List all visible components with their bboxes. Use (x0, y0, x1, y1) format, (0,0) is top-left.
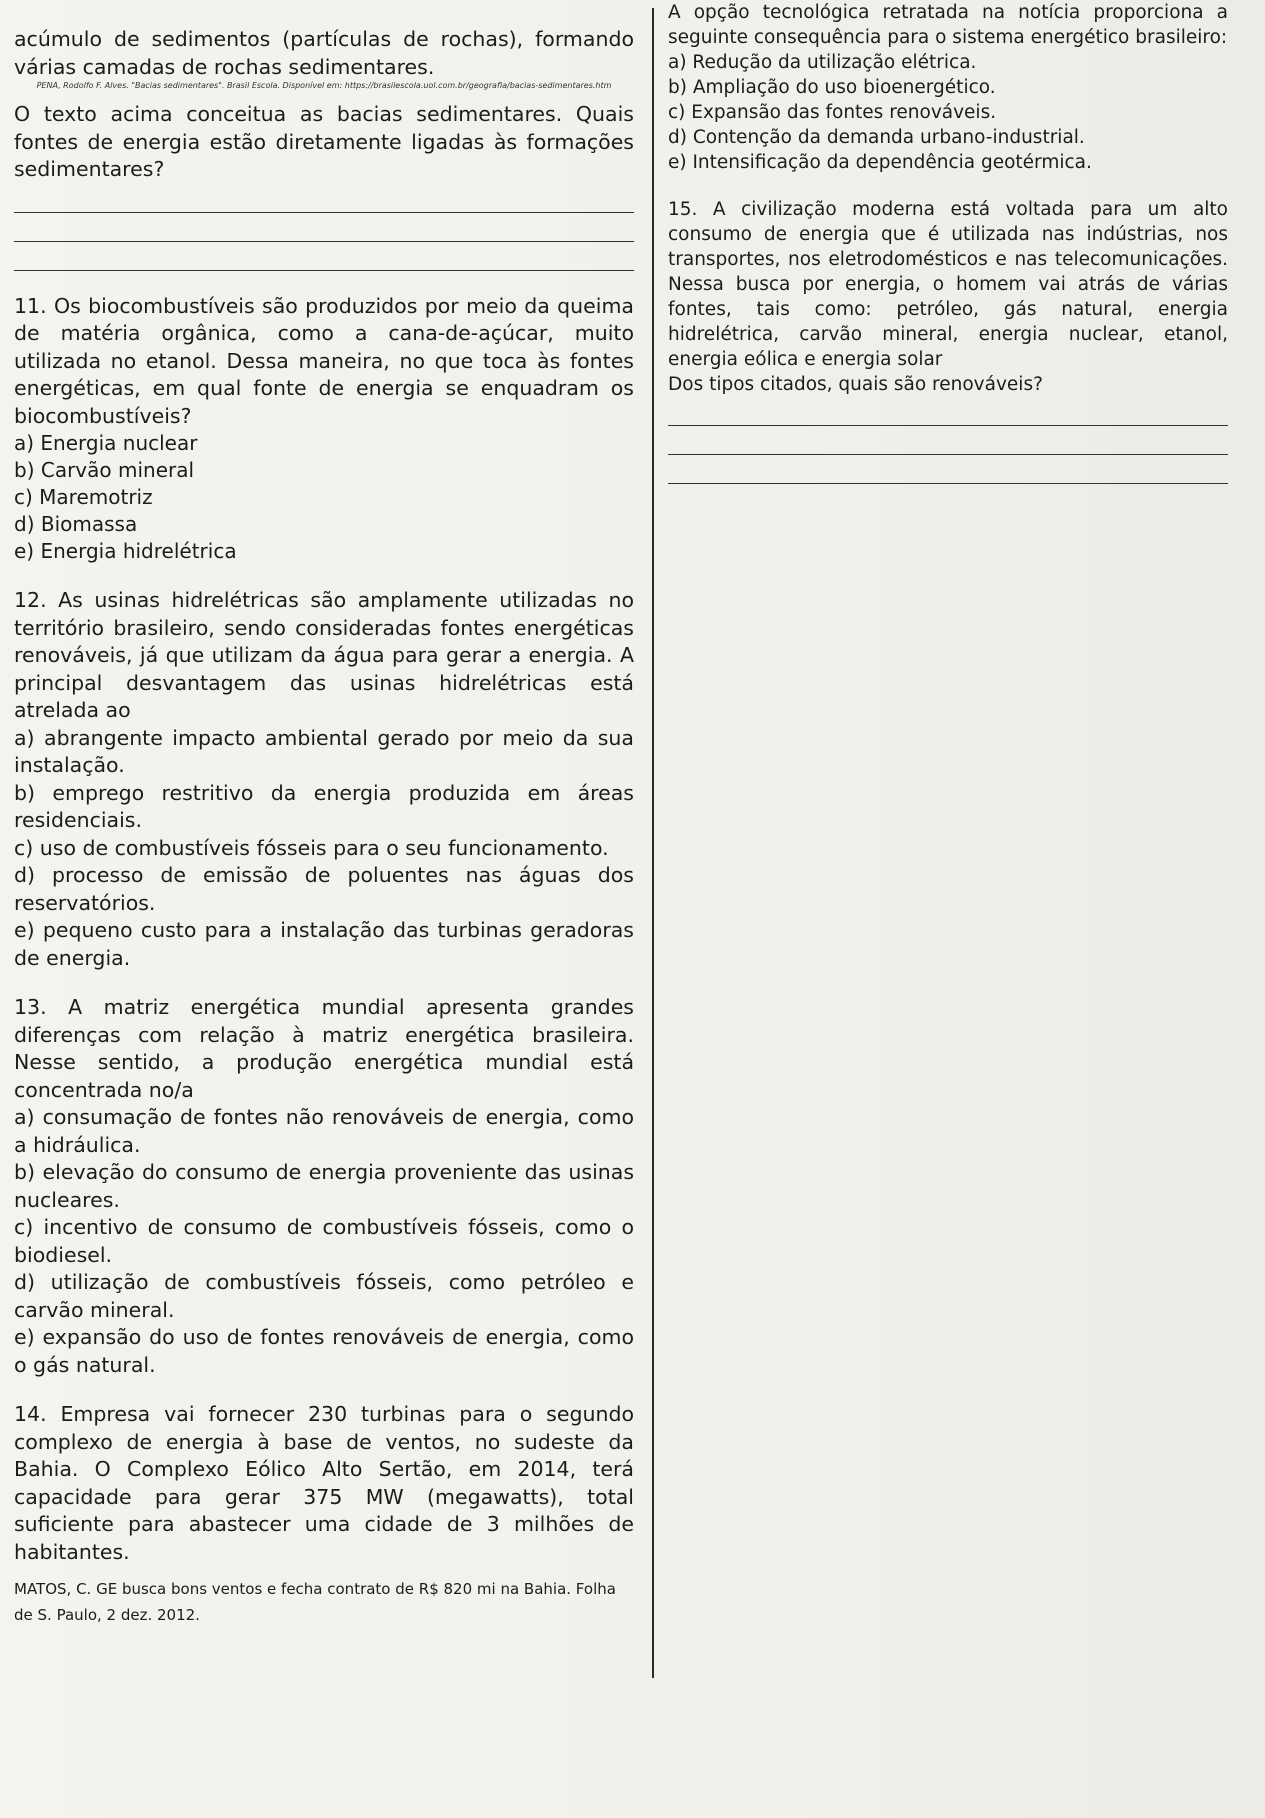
question-14-continuation (668, 0, 1228, 175)
intro-source: PENA, Rodolfo F. Alves. "Bacias sedimentares". Brasil Escola. Disponível em: https://brasilescola.uol.com.br/geografia/bacias-sedimentares.htm (36, 81, 612, 90)
question-text: 14. Empresa vai fornecer 230 turbinas para o segundo complexo de energia à base de ventos, no sudeste da Bahia. O Complexo Eólico Alto Sertão, em 2014, terá capacidade para gerar 375 MW (megawatts), total suficiente para abastecer uma cidade de 3 milhões de habitantes. (14, 1402, 634, 1564)
column-divider (652, 8, 654, 1678)
answer-line[interactable] (14, 213, 634, 242)
option-c[interactable]: c) Maremotriz (14, 485, 153, 509)
answer-line[interactable] (14, 242, 634, 271)
question-11 (14, 293, 634, 566)
option-a[interactable]: a) abrangente impacto ambiental gerado por meio da sua instalação. (14, 725, 634, 777)
question-text: 15. A civilização moderna está voltada para um alto consumo de energia que é utilizada nas indústrias, nos transportes, nos eletrodomésticos e nas telecomunicações. Nessa busca por energia, o homem vai atrás de várias fontes, tais como: petróleo, gás natural, energia hidrelétrica, carvão mineral, energia nuclear, etanol, energia eólica e energia solar (668, 199, 1228, 370)
option-c[interactable]: c) uso de combustíveis fósseis para o seu funcionamento. (14, 835, 609, 860)
news-reference: MATOS, C. GE busca bons ventos e fecha contrato de R$ 820 mi na Bahia. Folha de S. Paulo, 2 dez. 2012. (14, 1580, 616, 1624)
right-column (668, 0, 1228, 484)
option-e[interactable]: e) pequeno custo para a instalação das turbinas geradoras de energia. (14, 918, 634, 970)
question-text: 11. Os biocombustíveis são produzidos por meio da queima de matéria orgânica, como a cana-de-açúcar, muito utilizada no etanol. Dessa maneira, no que toca às fontes energéticas, em qual fonte de energia se enquadram os biocombustíveis? (14, 293, 634, 428)
question-12 (14, 587, 634, 972)
option-d[interactable]: d) utilização de combustíveis fósseis, como petróleo e carvão mineral. (14, 1270, 634, 1322)
option-c[interactable]: c) incentivo de consumo de combustíveis fósseis, como o biodiesel. (14, 1215, 634, 1267)
option-d[interactable]: d) processo de emissão de poluentes nas águas dos reservatórios. (14, 863, 634, 915)
option-a[interactable]: a) consumação de fontes não renováveis de energia, como a hidráulica. (14, 1105, 634, 1157)
intro-question: O texto acima conceitua as bacias sedimentares. Quais fontes de energia estão diretamente ligadas às formações sedimentares? (14, 102, 634, 181)
option-a[interactable]: a) Energia nuclear (14, 431, 198, 455)
option-a[interactable]: a) Redução da utilização elétrica. (668, 52, 977, 73)
question-15 (668, 197, 1228, 484)
question-14 (14, 1401, 634, 1628)
answer-line[interactable] (668, 455, 1228, 484)
question-prompt: Dos tipos citados, quais são renováveis? (668, 374, 1043, 395)
option-b[interactable]: b) Ampliação do uso bioenergético. (668, 77, 996, 98)
question-text: A opção tecnológica retratada na notícia proporciona a seguinte consequência para o sistema energético brasileiro: (668, 2, 1228, 48)
option-b[interactable]: b) emprego restritivo da energia produzida em áreas residenciais. (14, 780, 634, 832)
left-column (14, 4, 634, 1628)
intro-block (14, 4, 634, 271)
answer-line[interactable] (14, 184, 634, 213)
option-e[interactable]: e) expansão do uso de fontes renováveis de energia, como o gás natural. (14, 1325, 634, 1377)
option-e[interactable]: e) Intensificação da dependência geotérmica. (668, 152, 1092, 173)
answer-line[interactable] (668, 426, 1228, 455)
question-13 (14, 994, 634, 1379)
option-d[interactable]: d) Contenção da demanda urbano-industrial. (668, 127, 1085, 148)
answer-line[interactable] (668, 397, 1228, 426)
option-c[interactable]: c) Expansão das fontes renováveis. (668, 102, 997, 123)
option-b[interactable]: b) elevação do consumo de energia proveniente das usinas nucleares. (14, 1160, 634, 1212)
question-text: 12. As usinas hidrelétricas são amplamente utilizadas no território brasileiro, sendo consideradas fontes energéticas renováveis, já que utilizam da água para gerar a energia. A principal desvantagem das usinas hidrelétricas está atrelada ao (14, 588, 634, 722)
option-e[interactable]: e) Energia hidrelétrica (14, 539, 237, 563)
intro-text: acúmulo de sedimentos (partículas de rochas), formando várias camadas de rochas sedimentares. (14, 27, 634, 79)
option-d[interactable]: d) Biomassa (14, 512, 138, 536)
option-b[interactable]: b) Carvão mineral (14, 458, 195, 482)
question-text: 13. A matriz energética mundial apresenta grandes diferenças com relação à matriz energética brasileira. Nesse sentido, a produção energética mundial está concentrada no/a (14, 995, 634, 1102)
